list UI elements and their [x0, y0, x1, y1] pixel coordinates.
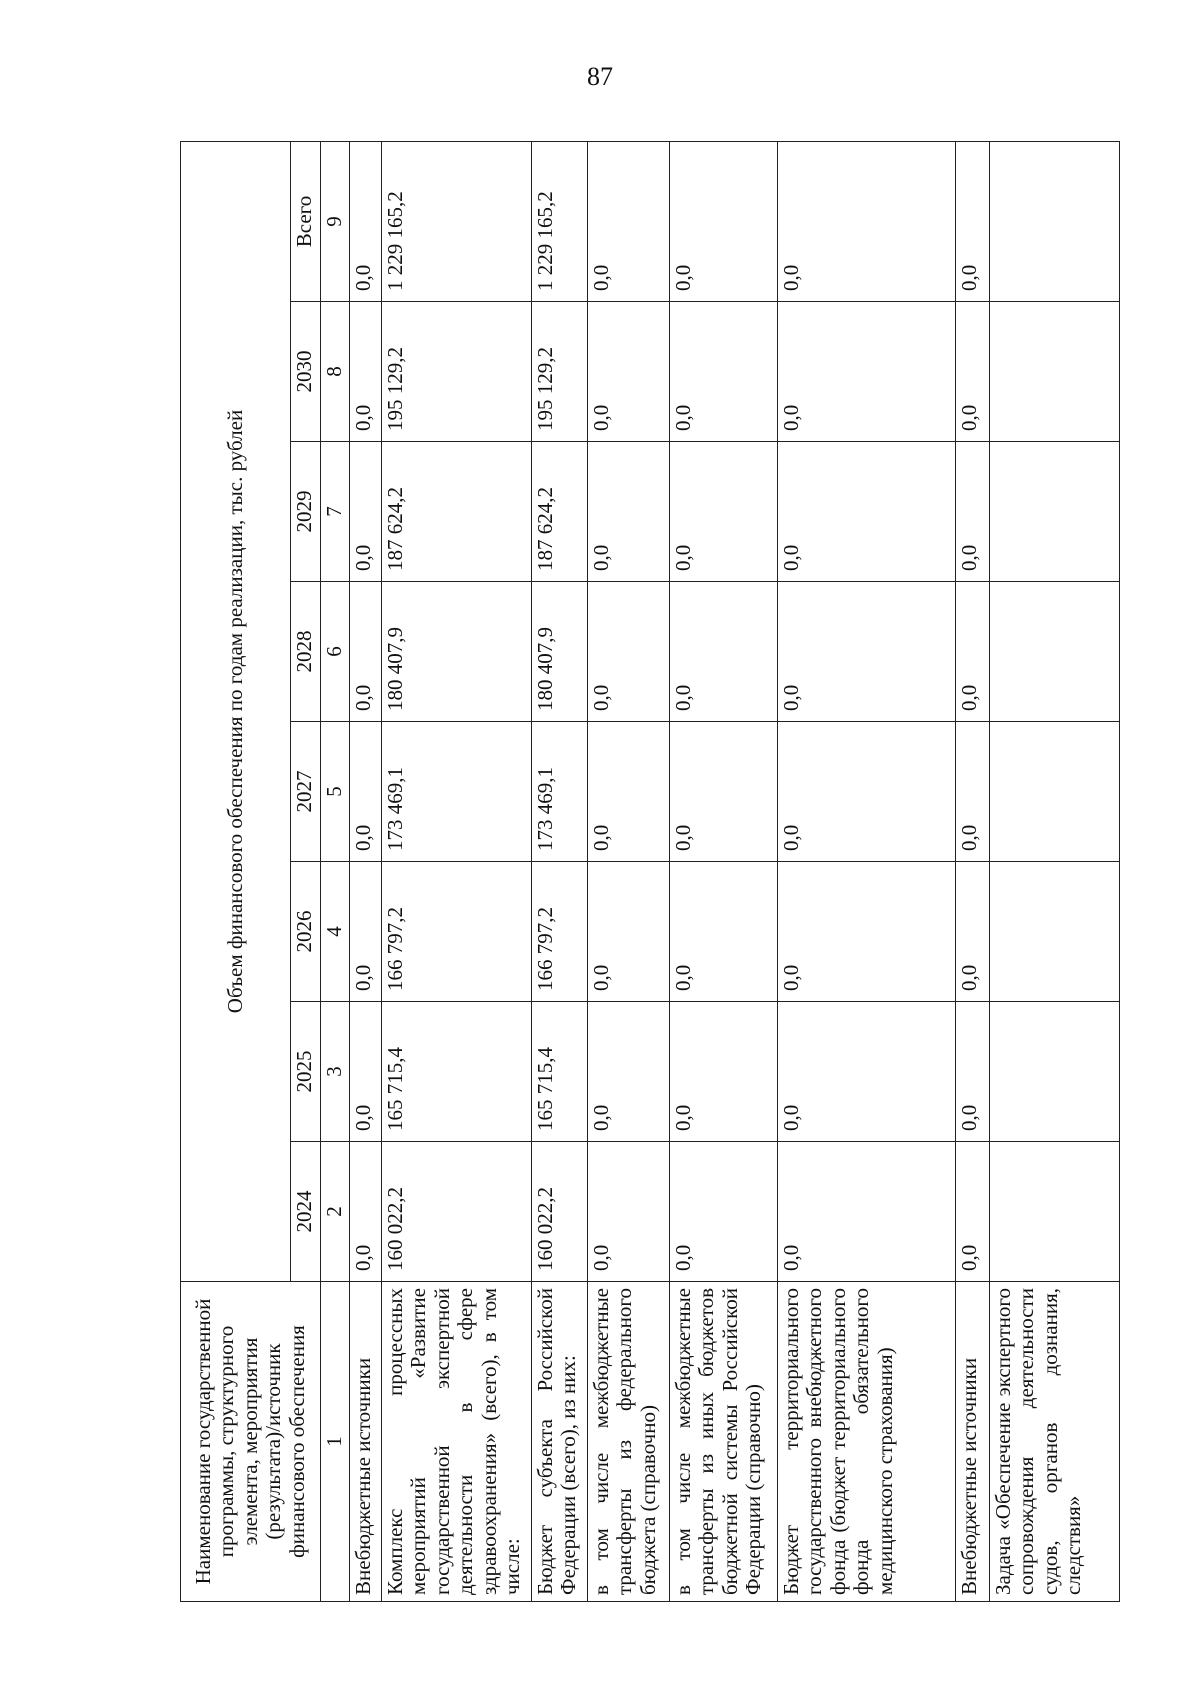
table-row	[669, 141, 777, 1601]
value-cell: 0,0	[669, 302, 777, 442]
value-cell: 0,0	[955, 141, 989, 301]
value-cell	[989, 1142, 1119, 1282]
value-cell: 0,0	[669, 141, 777, 301]
row-label: Бюджет территориального государственного внебюджетного фонда (бюджет территориального фонда обязательного медицинского страхования)	[777, 1282, 955, 1602]
value-cell: 0,0	[587, 442, 669, 582]
value-cell: 0,0	[669, 582, 777, 722]
table-row	[989, 141, 1119, 1601]
value-cell: 1 229 165,2	[531, 141, 587, 301]
value-cell: 0,0	[349, 582, 381, 722]
value-cell: 0,0	[587, 862, 669, 1002]
value-cell: 0,0	[669, 1142, 777, 1282]
value-cell: 0,0	[777, 862, 955, 1002]
index-cell: 2	[321, 1142, 350, 1282]
index-row	[321, 141, 350, 1601]
table-row	[955, 141, 989, 1601]
value-cell: 0,0	[777, 141, 955, 301]
page-number: 87	[587, 62, 613, 91]
table-row	[381, 141, 531, 1601]
value-cell: 0,0	[955, 1002, 989, 1142]
value-cell	[989, 141, 1119, 301]
value-cell: 0,0	[349, 442, 381, 582]
financing-table	[180, 141, 1120, 1602]
value-cell: 1 229 165,2	[381, 141, 531, 301]
row-label: Внебюджетные источники	[349, 1282, 381, 1602]
value-cell: 0,0	[349, 141, 381, 301]
value-cell: 166 797,2	[381, 862, 531, 1002]
value-cell: 0,0	[587, 1142, 669, 1282]
value-cell: 160 022,2	[531, 1142, 587, 1282]
value-cell	[989, 722, 1119, 862]
table-row	[777, 141, 955, 1601]
group-header: Объем финансового обеспечения по годам реализации, тыс. рублей	[181, 141, 291, 1281]
year-header: 2025	[291, 1002, 321, 1142]
index-cell: 6	[321, 582, 350, 722]
value-cell: 195 129,2	[531, 302, 587, 442]
value-cell: 187 624,2	[381, 442, 531, 582]
value-cell: 0,0	[777, 302, 955, 442]
value-cell: 195 129,2	[381, 302, 531, 442]
index-cell: 7	[321, 442, 350, 582]
value-cell	[989, 442, 1119, 582]
table-row	[531, 141, 587, 1601]
value-cell: 0,0	[777, 442, 955, 582]
value-cell: 165 715,4	[381, 1002, 531, 1142]
value-cell: 0,0	[587, 722, 669, 862]
row-label: в том числе межбюджетные трансферты из федерального бюджета (справочно)	[587, 1282, 669, 1602]
row-label: Задача «Обеспечение экспертного сопровождения деятельности судов, органов дознания, следствия»	[989, 1282, 1119, 1602]
value-cell: 0,0	[777, 1142, 955, 1282]
value-cell	[989, 862, 1119, 1002]
index-cell: 5	[321, 722, 350, 862]
value-cell: 0,0	[587, 1002, 669, 1142]
row-label: Внебюджетные источники	[955, 1282, 989, 1602]
value-cell	[989, 1002, 1119, 1142]
year-header: 2030	[291, 302, 321, 442]
value-cell: 166 797,2	[531, 862, 587, 1002]
value-cell: 0,0	[587, 582, 669, 722]
rotated-table-container	[180, 162, 1120, 1602]
col1-header: Наименование государственной программы, структурного элемента, мероприятия (результата)/источник финансового обеспечения	[181, 1282, 321, 1602]
year-header: 2027	[291, 722, 321, 862]
value-cell: 0,0	[955, 722, 989, 862]
year-header: 2026	[291, 862, 321, 1002]
value-cell: 160 022,2	[381, 1142, 531, 1282]
value-cell: 0,0	[955, 582, 989, 722]
index-cell: 9	[321, 141, 350, 301]
value-cell: 0,0	[777, 722, 955, 862]
value-cell: 0,0	[669, 862, 777, 1002]
index-cell: 3	[321, 1002, 350, 1142]
value-cell: 180 407,9	[531, 582, 587, 722]
value-cell: 0,0	[669, 442, 777, 582]
value-cell: 0,0	[349, 1142, 381, 1282]
table-row	[349, 141, 381, 1601]
value-cell	[989, 582, 1119, 722]
value-cell: 0,0	[777, 582, 955, 722]
value-cell: 180 407,9	[381, 582, 531, 722]
index-cell: 8	[321, 302, 350, 442]
value-cell	[989, 302, 1119, 442]
row-label: Бюджет субъекта Российской Федерации (всего), из них:	[531, 1282, 587, 1602]
value-cell: 0,0	[349, 302, 381, 442]
value-cell: 0,0	[349, 1002, 381, 1142]
value-cell: 173 469,1	[531, 722, 587, 862]
total-header: Всего	[291, 141, 321, 301]
value-cell: 0,0	[349, 722, 381, 862]
row-label: в том числе межбюджетные трансферты из иных бюджетов бюджетной системы Российской Федерации (справочно)	[669, 1282, 777, 1602]
year-header: 2024	[291, 1142, 321, 1282]
row-label: Комплекс процессных мероприятий «Развитие государственной экспертной деятельности в сфере здравоохранения» (всего), в том числе:	[381, 1282, 531, 1602]
table-row	[587, 141, 669, 1601]
index-cell: 4	[321, 862, 350, 1002]
value-cell: 165 715,4	[531, 1002, 587, 1142]
year-header: 2029	[291, 442, 321, 582]
value-cell: 173 469,1	[381, 722, 531, 862]
value-cell: 0,0	[669, 1002, 777, 1142]
value-cell: 0,0	[777, 1002, 955, 1142]
index-cell: 1	[321, 1282, 350, 1602]
value-cell: 0,0	[669, 722, 777, 862]
value-cell: 0,0	[955, 302, 989, 442]
value-cell: 0,0	[955, 862, 989, 1002]
value-cell: 0,0	[587, 141, 669, 301]
value-cell: 0,0	[349, 862, 381, 1002]
value-cell: 0,0	[955, 442, 989, 582]
year-header: 2028	[291, 582, 321, 722]
value-cell: 0,0	[955, 1142, 989, 1282]
value-cell: 0,0	[587, 302, 669, 442]
value-cell: 187 624,2	[531, 442, 587, 582]
